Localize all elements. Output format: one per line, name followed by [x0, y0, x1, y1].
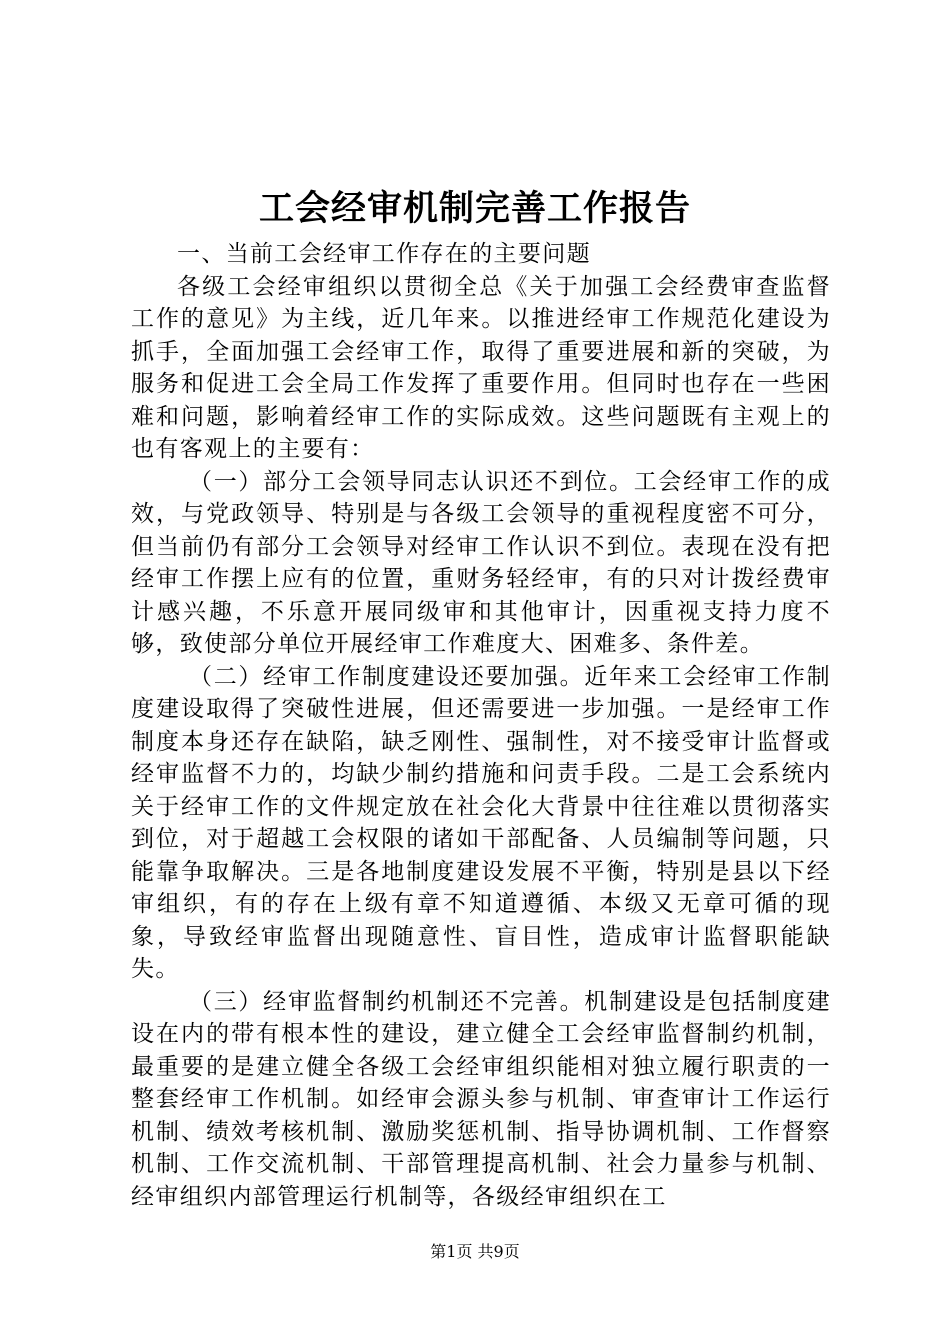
document-body — [131, 238, 831, 1213]
document-title: 工会经审机制完善工作报告 — [258, 188, 691, 229]
paragraph-issue-1: （一）部分工会领导同志认识还不到位。工会经审工作的成效，与党政领导、特别是与各级工会领导的重视程度密不可分，但当前仍有部分工会领导对经审工作认识不到位。表现在没有把经审工作摆上应有的位置，重财务轻经审，有的只对计拨经费审计感兴趣，不乐意开展同级审和其他审计，因重视支持力度不够，致使部分单位开展经审工作难度大、困难多、条件差。 — [131, 468, 831, 657]
page-number-footer: 第1页 共9页 — [430, 1242, 520, 1261]
section-heading: 一、当前工会经审工作存在的主要问题 — [177, 241, 591, 267]
paragraph-issue-2: （二）经审工作制度建设还要加强。近年来工会经审工作制度建设取得了突破性进展，但还需要进一步加强。一是经审工作制度本身还存在缺陷，缺乏刚性、强制性，对不接受审计监督或经审监督不力的，均缺少制约措施和问责手段。二是工会系统内关于经审工作的文件规定放在社会化大背景中往往难以贯彻落实到位，对于超越工会权限的诸如干部配备、人员编制等问题，只能靠争取解决。三是各地制度建设发展不平衡，特别是县以下经审组织，有的存在上级有章不知道遵循、本级又无章可循的现象，导致经审监督出现随意性、盲目性，造成审计监督职能缺失。 — [131, 663, 831, 982]
paragraph-issue-3: （三）经审监督制约机制还不完善。机制建设是包括制度建设在内的带有根本性的建设，建立健全工会经审监督制约机制，最重要的是建立健全各级工会经审组织能相对独立履行职责的一整套经审工作机制。如经审会源头参与机制、审查审计工作运行机制、绩效考核机制、激励奖惩机制、指导协调机制、工作督察机制、工作交流机制、干部管理提高机制、社会力量参与机制、经审组织内部管理运行机制等，各级经审组织在工 — [131, 988, 831, 1210]
paragraph-intro: 各级工会经审组织以贯彻全总《关于加强工会经费审查监督工作的意见》为主线，近几年来。以推进经审工作规范化建设为抓手，全面加强工会经审工作，取得了重要进展和新的突破，为服务和促进工会全局工作发挥了重要作用。但同时也存在一些困难和问题，影响着经审工作的实际成效。这些问题既有主观上的也有客观上的主要有： — [131, 273, 831, 462]
